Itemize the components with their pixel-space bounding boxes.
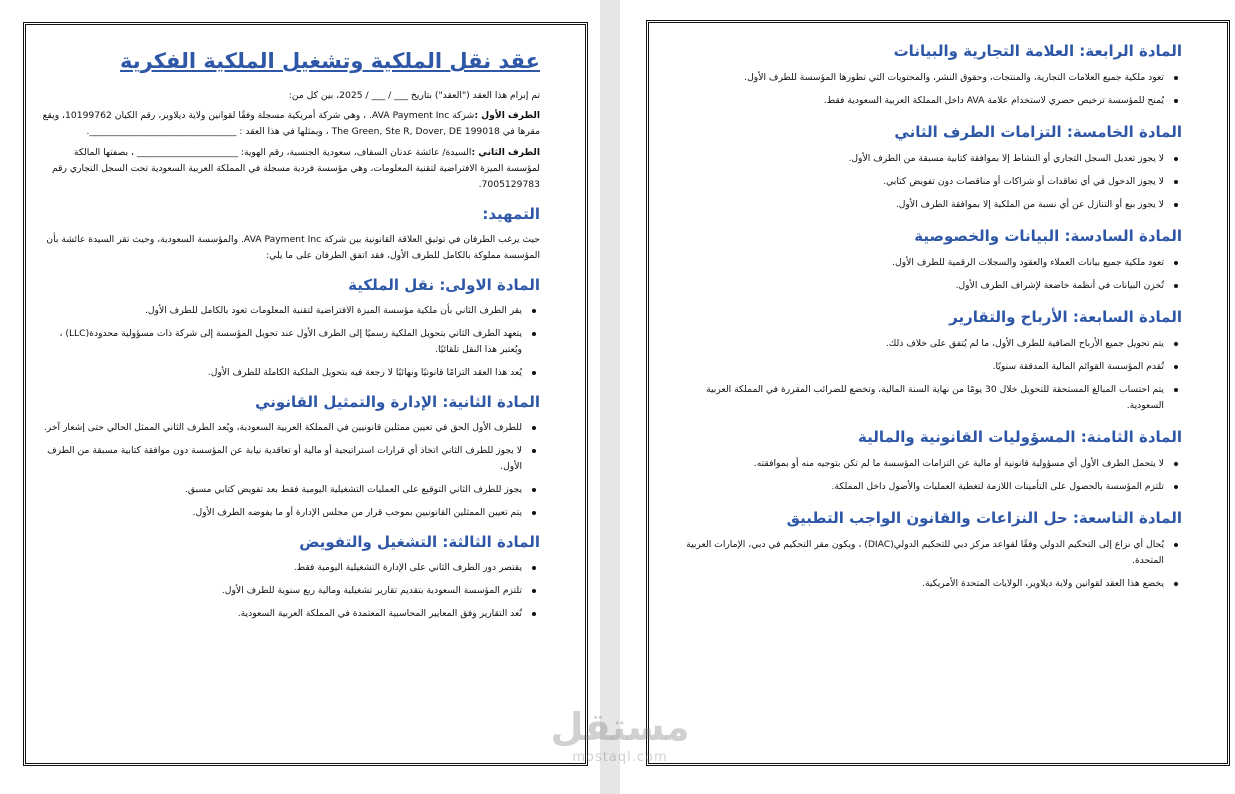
list-item: لا يجوز الدخول في أي تعاقدات أو شراكات أو مناقصات دون تفويض كتابي. [672,174,1164,190]
list-item: لا يجوز تعديل السجل التجاري أو النشاط إلا بموافقة كتابية مسبقة من الطرف الأول. [672,151,1164,167]
list-item: تُخزن البيانات في أنظمة خاضعة لإشراف الطرف الأول. [672,278,1164,294]
section-heading: المادة الثانية: الإدارة والتمثيل القانوني [255,392,540,411]
party-two-text: السيدة/ عائشة عدنان السقاف، سعودية الجنسية، رقم الهوية: ______________________ ، بصفتها المالكة لمؤسسة الميزة الافتراضية لتقنية المعلومات، وهي مؤسسة فردية مسجلة في المملكة العربية السعودية تحت السجل التجاري رقم 7005129783. [51,146,540,190]
section-list [672,336,1182,414]
list-item: لا يجوز بيع أو التنازل عن أي نسبة من الملكية إلا بموافقة الطرف الأول. [672,197,1164,213]
section-heading: المادة السابعة: الأرباح والتقارير [949,307,1182,326]
preamble-heading: التمهيد: [482,204,540,223]
list-item: يجوز للطرف الثاني التوقيع على العمليات التشغيلية اليومية فقط بعد تفويض كتابي مسبق. [42,482,522,498]
section-heading: المادة الاولى: نقل الملكية [348,275,540,294]
party-two-label: الطرف الثاني : [471,146,540,158]
section-heading: المادة السادسة: البيانات والخصوصية [914,226,1182,245]
intro-text: تم إبرام هذا العقد ("العقد") بتاريخ ___ / ___ / 2025، بين كل من: [288,90,540,102]
party-one-text: شركة AVA Payment Inc. ، وهي شركة أمريكية مسجلة وفقًا لقوانين ولاية ديلاوير، رقم الكيان 10199762، ويقع مقرها في The Green, Ste R, Dover, DE 199018 ، ويمثلها في هذا العقد : ________________________________. [42,110,540,138]
section-heading: المادة الخامسة: التزامات الطرف الثاني [894,122,1182,141]
list-item: يُحال أي نزاع إلى التحكيم الدولي وفقًا لقواعد مركز دبي للتحكيم الدولي(DIAC) ، ويكون مقر التحكيم في دبي، الإمارات العربية المتحدة. [672,537,1164,569]
list-item: يتم احتساب المبالغ المستحقة للتحويل خلال 30 يومًا من نهاية السنة المالية، وتخضع للضرائب المقررة في المملكة العربية السعودية. [672,382,1164,414]
list-item: يتم تحويل جميع الأرباح الصافية للطرف الأول، ما لم يُتفق على خلاف ذلك. [672,336,1164,352]
section [672,227,1182,294]
list-item: يتم تعيين الممثلين القانونيين بموجب قرار من مجلس الإدارة أو ما يفوضه الطرف الأول. [42,505,522,521]
section [672,42,1182,109]
section-heading: المادة الثالثة: التشغيل والتفويض [299,533,540,552]
watermark-logo: مستقل [550,705,690,749]
section [672,123,1182,213]
list-item: تلتزم المؤسسة السعودية بتقديم تقارير تشغيلية ومالية ربع سنوية للطرف الأول. [42,583,522,599]
list-item: للطرف الأول الحق في تعيين ممثلين قانونيين في المملكة العربية السعودية، ويُعد الطرف الثاني الممثل الحالي حتى إشعار آخر. [42,420,522,436]
list-item: يتعهد الطرف الثاني بتحويل الملكية رسميًا إلى الطرف الأول عند تحويل المؤسسة إلى شركة ذات مسؤولية محدودة(LLC) ، ويُعتبر هذا النقل تلقائيًا. [42,326,522,358]
section-list [672,537,1182,592]
section-list [672,70,1182,109]
page-right [620,0,1235,794]
section [672,308,1182,414]
list-item: تُقدم المؤسسة القوائم المالية المدققة سنويًا. [672,359,1164,375]
list-item: يخضع هذا العقد لقوانين ولاية ديلاوير، الولايات المتحدة الأمريكية. [672,576,1164,592]
list-item: تُعد التقارير وفق المعايير المحاسبية المعتمدة في المملكة العربية السعودية. [42,606,522,622]
section-heading: المادة التاسعة: حل النزاعات والقانون الواجب التطبيق [786,508,1182,527]
list-item: يقر الطرف الثاني بأن ملكية مؤسسة الميزة الافتراضية لتقنية المعلومات تعود بالكامل للطرف الأول. [42,303,522,319]
party-one-label: الطرف الأول : [474,110,540,122]
section-heading: المادة الرابعة: العلامة التجارية والبيانات [893,42,1182,60]
section-list [672,151,1182,213]
section [672,428,1182,495]
section-list [672,255,1182,294]
watermark [540,705,700,765]
section-list [42,303,540,381]
party-one [42,108,540,140]
list-item: يُعد هذا العقد التزامًا قانونيًا ونهائيًا لا رجعة فيه بتحويل الملكية الكاملة للطرف الأول. [42,365,522,381]
list-item: يُمنح للمؤسسة ترخيص حصري لاستخدام علامة AVA داخل المملكة العربية السعودية فقط. [672,93,1164,109]
section-list [42,560,540,622]
preamble-text: حيث يرغب الطرفان في توثيق العلاقة القانونية بين شركة AVA Payment Inc. والمؤسسة السعودية، وحيث تقر السيدة عائشة بأن المؤسسة مملوكة بالكامل للطرف الأول، فقد اتفق الطرفان على ما يلي: [46,233,540,261]
list-item: لا يجوز للطرف الثاني اتخاذ أي قرارات استراتيجية أو مالية أو تعاقدية نيابة عن المؤسسة دون موافقة كتابية مسبقة من الطرف الأول. [42,443,522,475]
list-item: لا يتحمل الطرف الأول أي مسؤولية قانونية أو مالية عن التزامات المؤسسة ما لم تكن بتوجيه منه أو بموافقته. [672,456,1164,472]
list-item: تعود ملكية جميع بيانات العملاء والعقود والسجلات الرقمية للطرف الأول. [672,255,1164,271]
section [672,509,1182,592]
page-gutter [600,0,620,794]
section-list [672,456,1182,495]
right-content [672,42,1182,599]
list-item: تعود ملكية جميع العلامات التجارية، والمنتجات، وحقوق النشر، والمحتويات التي تطورها المؤسسة للطرف الأول. [672,70,1164,86]
page-left [0,0,600,794]
list-item: يقتصر دور الطرف الثاني على الإدارة التشغيلية اليومية فقط. [42,560,522,576]
section-list [42,420,540,521]
watermark-url: mostaql.com [572,750,668,765]
party-two [42,145,540,193]
left-content [42,48,540,629]
section-heading: المادة الثامنة: المسؤوليات القانونية والمالية [858,428,1182,447]
document-title: عقد نقل الملكية وتشغيل الملكية الفكرية [120,49,540,73]
list-item: تلتزم المؤسسة بالحصول على التأمينات اللازمة لتغطية العمليات والأصول داخل المملكة. [672,479,1164,495]
